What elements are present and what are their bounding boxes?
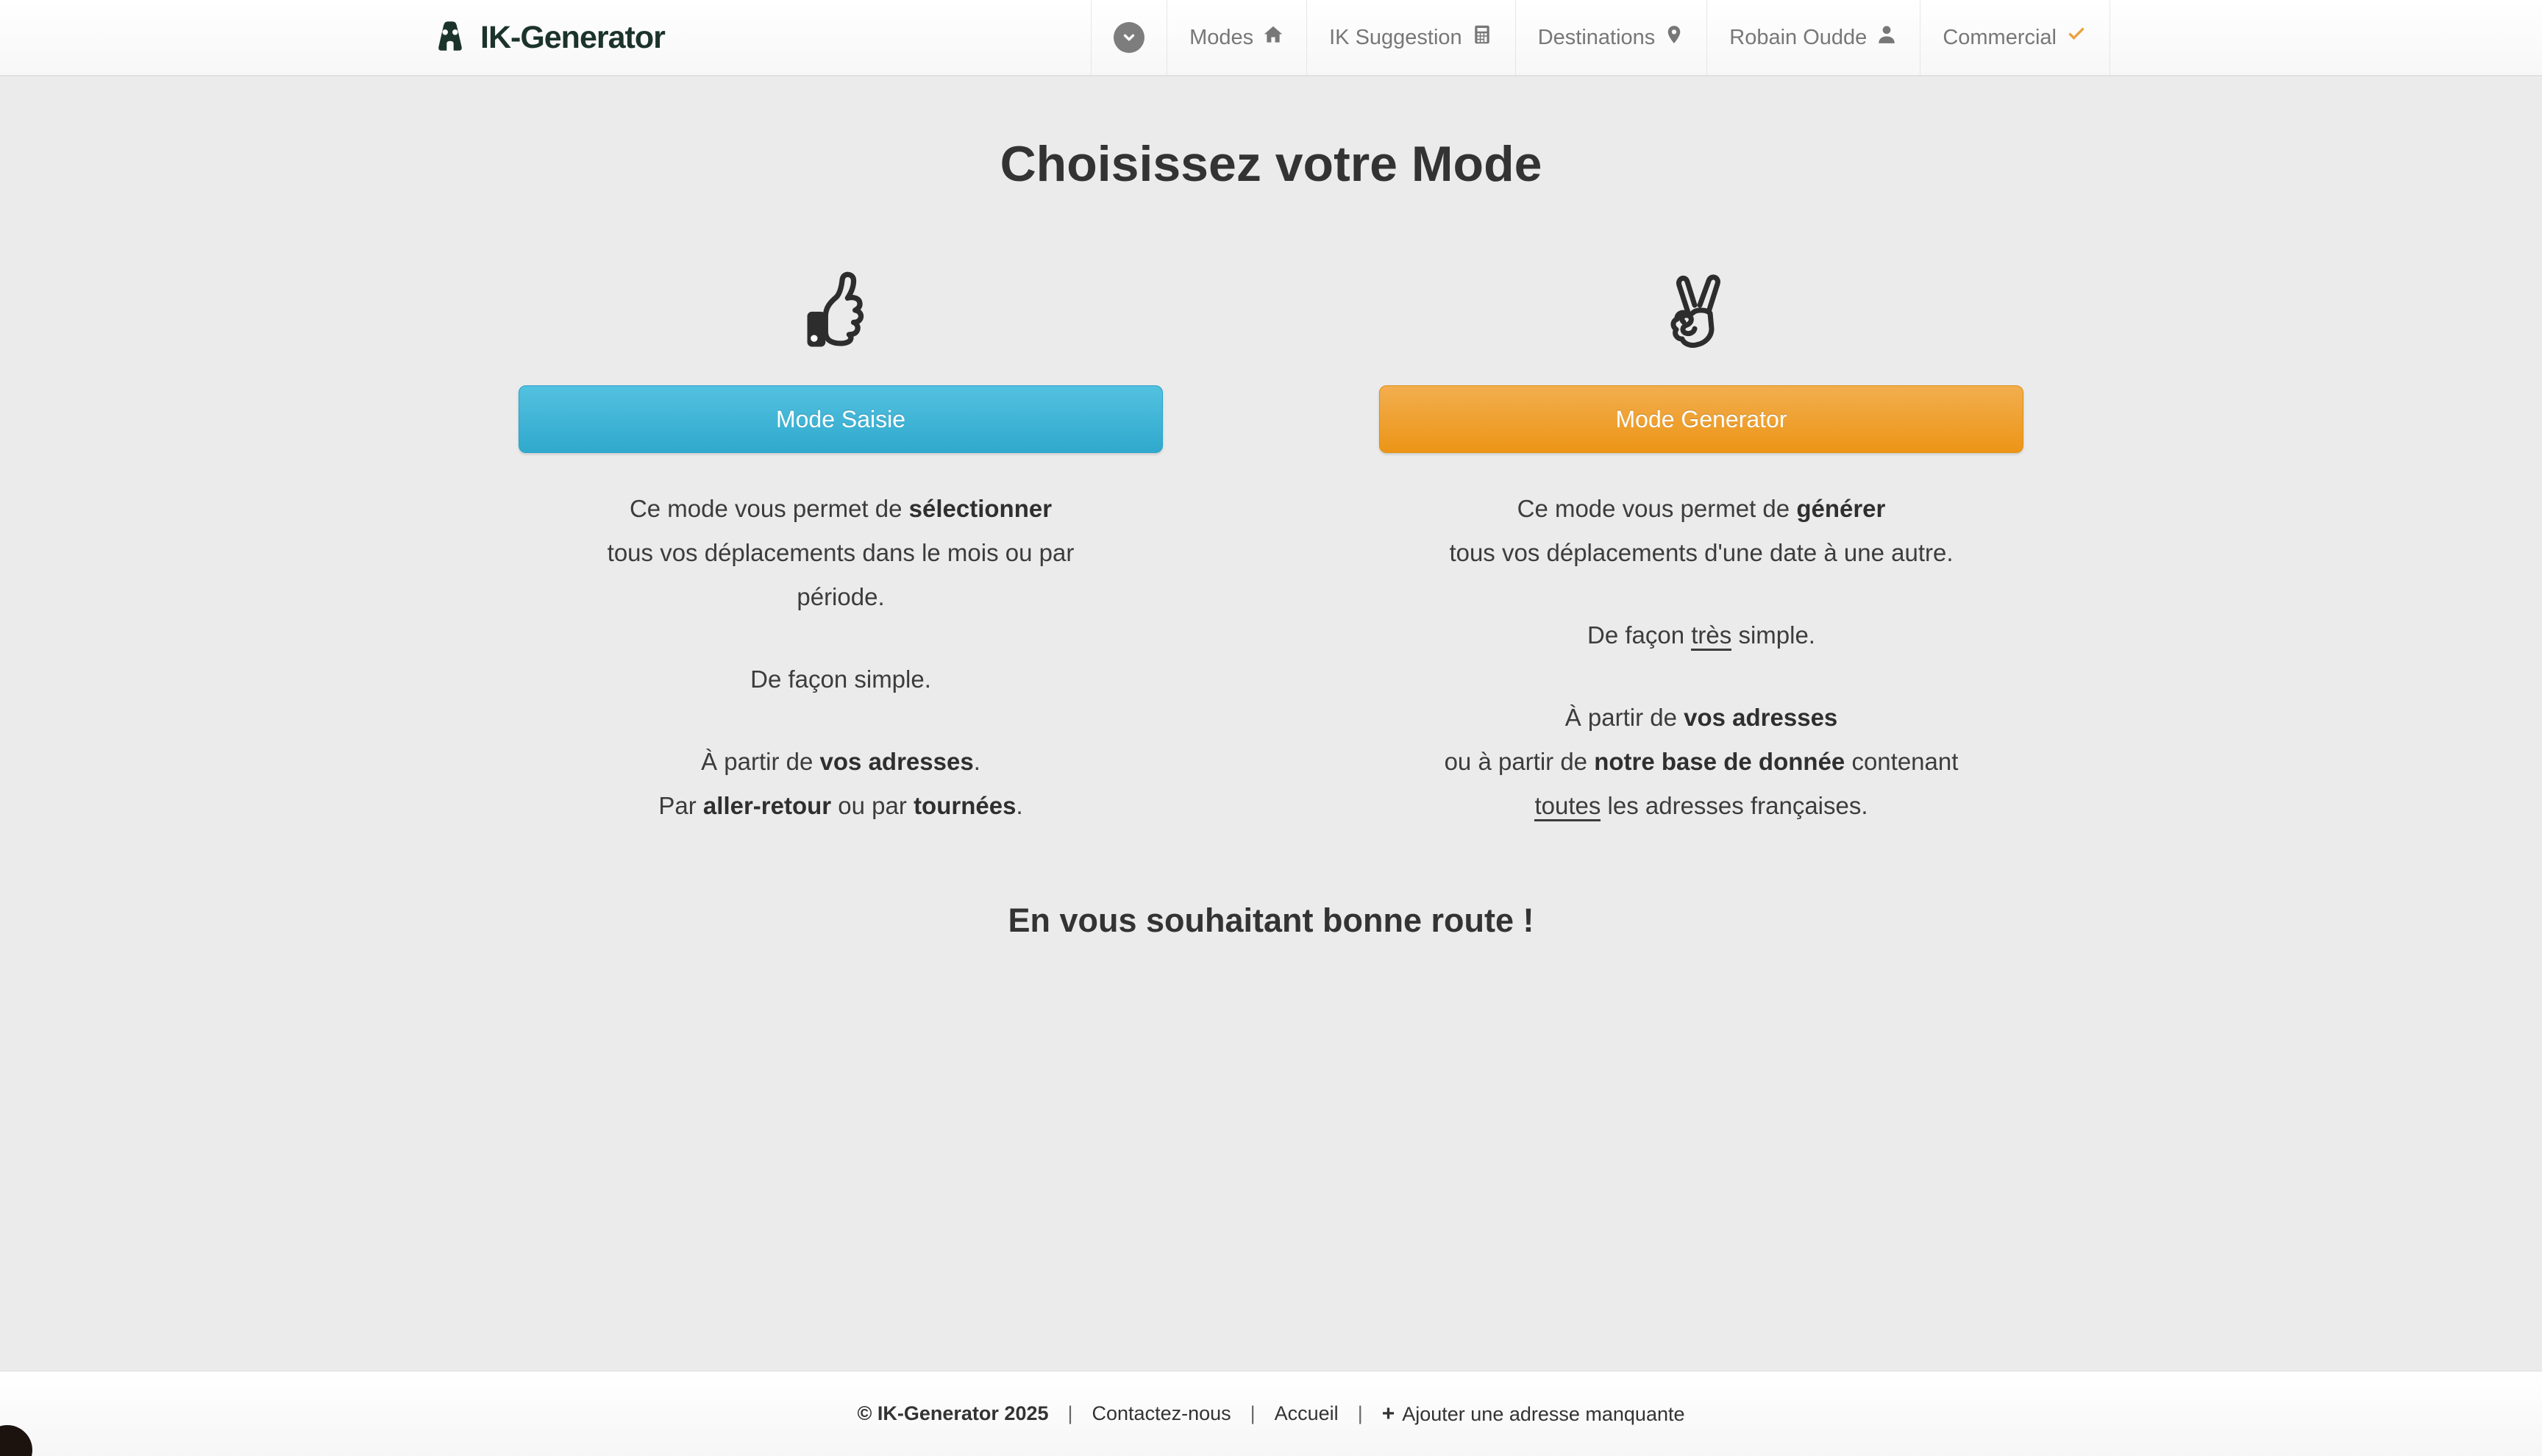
mode-saisie-button[interactable]: Mode Saisie — [519, 385, 1163, 453]
map-marker-icon — [1664, 24, 1684, 51]
footer-link-label: Ajouter une adresse manquante — [1402, 1402, 1685, 1425]
mode-saisie-description — [519, 487, 1163, 828]
nav-label: Destinations — [1537, 25, 1656, 49]
user-icon — [1876, 24, 1898, 51]
binoculars-logo-icon — [432, 19, 469, 57]
nav-item-dropdown[interactable] — [1091, 0, 1167, 75]
paragraph: De façon simple. — [750, 665, 931, 693]
mode-generator-column — [1379, 263, 2023, 828]
footer-link-contact[interactable]: Contactez-nous — [1092, 1402, 1231, 1424]
nav-item-ik-suggestion[interactable] — [1306, 0, 1515, 75]
footer-separator: | — [1357, 1402, 1363, 1424]
paragraph: Ce mode vous permet de sélectionner tous vos déplacements dans le mois ou par période. — [607, 495, 1075, 611]
footer-separator: | — [1067, 1402, 1073, 1424]
copyright-text: © IK-Generator 2025 — [857, 1402, 1049, 1424]
footer-separator: | — [1250, 1402, 1256, 1424]
navbar-menu — [1091, 0, 2110, 75]
nav-label: Commercial — [1943, 25, 2057, 49]
nav-item-commercial[interactable] — [1920, 0, 2110, 75]
mode-columns — [432, 263, 2110, 828]
chevron-circle-down-icon — [1114, 22, 1144, 53]
paragraph: À partir de vos adresses ou à partir de notre base de donnée contenant toutes les adresses françaises. — [1379, 696, 2023, 828]
mode-generator-description — [1379, 487, 2023, 828]
nav-label: Modes — [1189, 25, 1254, 49]
footer — [0, 1371, 2542, 1456]
closing-message: En vous souhaitant bonne route ! — [1008, 902, 1534, 940]
paragraph: À partir de vos adresses. Par aller-retour ou par tournées. — [658, 748, 1023, 820]
page-title: Choisissez votre Mode — [1000, 136, 1542, 192]
paragraph: De façon très simple. — [1379, 613, 2023, 657]
brand-logo[interactable] — [432, 0, 665, 75]
victory-hand-icon — [1379, 263, 2023, 359]
thumbs-up-icon — [519, 263, 1163, 359]
brand-name: IK-Generator — [480, 19, 665, 55]
nav-label: IK Suggestion — [1329, 25, 1462, 49]
navbar — [0, 0, 2542, 76]
mode-generator-button[interactable]: Mode Generator — [1379, 385, 2023, 453]
plus-icon: + — [1381, 1401, 1395, 1426]
paragraph: Ce mode vous permet de générer tous vos déplacements d'une date à une autre. — [1449, 495, 1954, 567]
check-icon — [2065, 24, 2087, 51]
home-icon — [1262, 24, 1284, 51]
footer-link-add-address[interactable] — [1382, 1402, 1685, 1427]
main-content — [0, 76, 2542, 1371]
mode-saisie-column — [519, 263, 1163, 828]
nav-item-user[interactable] — [1706, 0, 1920, 75]
nav-label: Robain Oudde — [1729, 25, 1868, 49]
footer-link-accueil[interactable]: Accueil — [1274, 1402, 1339, 1424]
nav-item-destinations[interactable] — [1515, 0, 1707, 75]
calculator-icon — [1471, 24, 1493, 51]
nav-item-modes[interactable] — [1167, 0, 1306, 75]
